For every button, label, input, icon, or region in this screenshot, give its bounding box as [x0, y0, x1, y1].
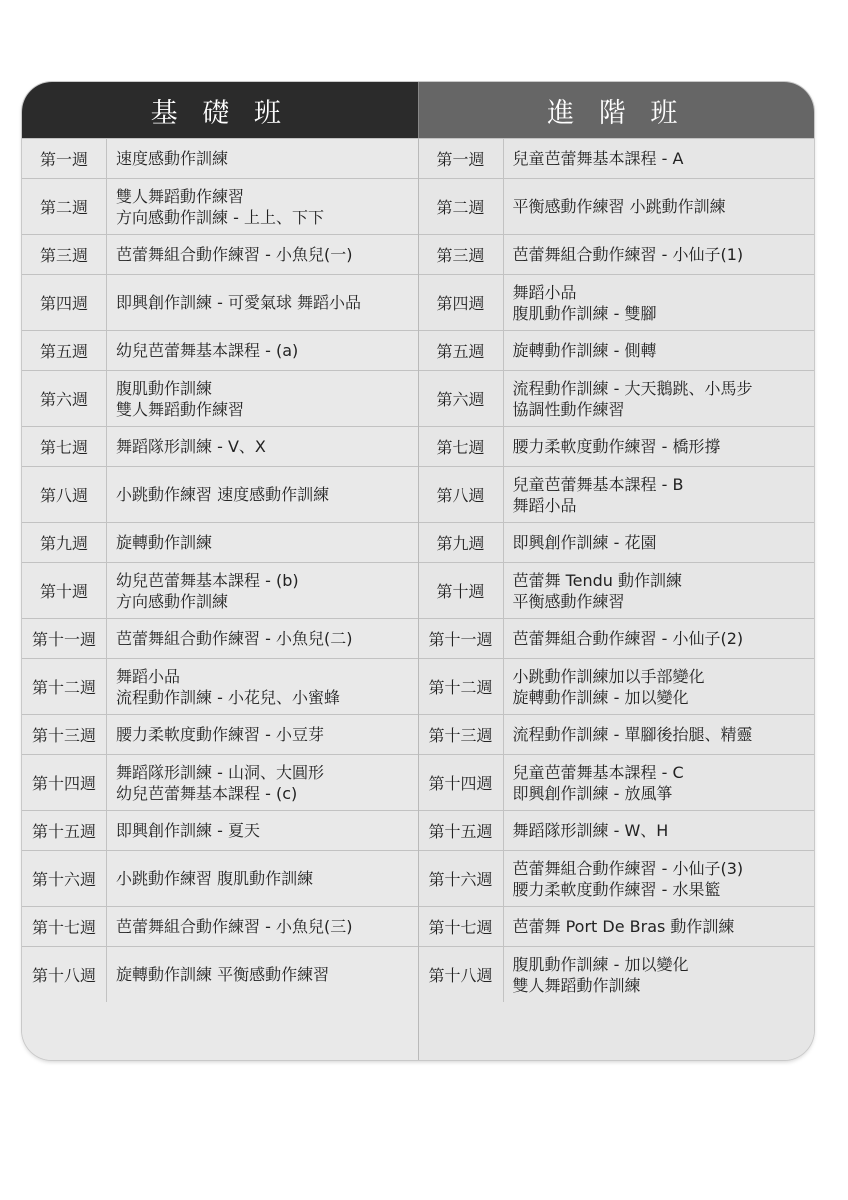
week-label: 第十二週: [22, 659, 107, 714]
lesson-content: [107, 563, 418, 618]
lesson-content: [107, 947, 418, 1002]
lesson-content: [107, 715, 418, 754]
lesson-line: 腰力柔軟度動作練習 - 水果籃: [512, 879, 721, 899]
lesson-line: 即興創作訓練 - 花園: [512, 533, 657, 552]
week-label: 第十五週: [22, 811, 107, 850]
lesson-line: 兒童芭蕾舞基本課程 - B: [512, 474, 684, 494]
table-row: [22, 946, 418, 1002]
lesson-line: 兒童芭蕾舞基本課程 - A: [512, 149, 684, 168]
lesson-content: [107, 275, 418, 330]
lesson-content: [107, 331, 418, 370]
lesson-line: 腹肌動作訓練 - 雙腳: [512, 303, 657, 323]
lesson-content: [107, 619, 418, 658]
table-row: [419, 714, 815, 754]
lesson-line: 芭蕾舞組合動作練習 - 小仙子(3): [512, 858, 744, 878]
lesson-line: 流程動作訓練 - 小花兒、小蜜蜂: [116, 687, 340, 707]
week-label: 第十三週: [419, 715, 504, 754]
table-header: [22, 82, 814, 138]
lesson-content: [504, 811, 815, 850]
lesson-line: 舞蹈隊形訓練 - W、H: [512, 821, 669, 840]
lesson-line: 舞蹈小品: [116, 666, 181, 686]
lesson-line: 平衡感動作練習 小跳動作訓練: [512, 197, 726, 216]
table-row: [22, 562, 418, 618]
table-row: [22, 234, 418, 274]
lesson-line: 芭蕾舞組合動作練習 - 小仙子(2): [512, 629, 744, 648]
week-label: 第四週: [419, 275, 504, 330]
table-row: [419, 658, 815, 714]
week-label: 第四週: [22, 275, 107, 330]
table-row: [419, 178, 815, 234]
lesson-content: [504, 427, 815, 466]
week-label: 第二週: [419, 179, 504, 234]
table-row: [22, 714, 418, 754]
lesson-line: 流程動作訓練 - 單腳後抬腿、精靈: [512, 725, 753, 744]
week-label: 第十七週: [22, 907, 107, 946]
week-label: 第十二週: [419, 659, 504, 714]
lesson-content: [504, 331, 815, 370]
lesson-content: [107, 235, 418, 274]
table-row: [22, 426, 418, 466]
lesson-content: [107, 523, 418, 562]
week-label: 第二週: [22, 179, 107, 234]
table-row: [419, 850, 815, 906]
lesson-content: [504, 907, 815, 946]
lesson-content: [504, 275, 815, 330]
table-row: [419, 906, 815, 946]
lesson-content: [107, 427, 418, 466]
week-label: 第八週: [419, 467, 504, 522]
week-label: 第七週: [419, 427, 504, 466]
lesson-line: 芭蕾舞 Port De Bras 動作訓練: [512, 917, 735, 936]
lesson-content: [107, 467, 418, 522]
week-label: 第三週: [22, 235, 107, 274]
lesson-line: 旋轉動作訓練: [116, 533, 213, 552]
table-row: [22, 274, 418, 330]
lesson-line: 舞蹈隊形訓練 - 山洞、大圓形: [116, 762, 324, 782]
lesson-line: 芭蕾舞組合動作練習 - 小魚兒(三): [116, 917, 353, 936]
lesson-line: 協調性動作練習: [512, 399, 625, 419]
lesson-line: 芭蕾舞組合動作練習 - 小魚兒(二): [116, 629, 353, 648]
week-label: 第十三週: [22, 715, 107, 754]
lesson-line: 腹肌動作訓練: [116, 378, 213, 398]
table-row: [419, 562, 815, 618]
week-label: 第十八週: [419, 947, 504, 1002]
week-label: 第十五週: [419, 811, 504, 850]
week-label: 第十一週: [419, 619, 504, 658]
lesson-content: [504, 235, 815, 274]
table-row: [22, 330, 418, 370]
table-row: [22, 466, 418, 522]
lesson-content: [504, 179, 815, 234]
lesson-content: [504, 523, 815, 562]
schedule-table: [22, 82, 814, 1060]
lesson-content: [107, 659, 418, 714]
week-label: 第三週: [419, 235, 504, 274]
table-row: [22, 522, 418, 562]
lesson-line: 芭蕾舞 Tendu 動作訓練: [512, 570, 683, 590]
week-label: 第五週: [419, 331, 504, 370]
table-row: [419, 274, 815, 330]
week-label: 第十週: [22, 563, 107, 618]
lesson-content: [504, 851, 815, 906]
advanced-class-column: [419, 138, 815, 1060]
table-row: [22, 906, 418, 946]
lesson-line: 舞蹈小品: [512, 282, 577, 302]
week-label: 第十週: [419, 563, 504, 618]
week-label: 第一週: [22, 139, 107, 178]
lesson-line: 舞蹈隊形訓練 - V、X: [116, 437, 266, 456]
lesson-content: [504, 139, 815, 178]
week-label: 第七週: [22, 427, 107, 466]
week-label: 第九週: [419, 523, 504, 562]
table-row: [22, 370, 418, 426]
table-row: [22, 810, 418, 850]
table-row: [22, 754, 418, 810]
lesson-content: [504, 947, 815, 1002]
lesson-line: 小跳動作練習 腹肌動作訓練: [116, 869, 314, 888]
lesson-line: 流程動作訓練 - 大天鵝跳、小馬步: [512, 378, 753, 398]
week-label: 第五週: [22, 331, 107, 370]
lesson-content: [504, 563, 815, 618]
table-row: [419, 946, 815, 1002]
lesson-line: 芭蕾舞組合動作練習 - 小魚兒(一): [116, 245, 353, 264]
table-row: [419, 754, 815, 810]
lesson-content: [504, 371, 815, 426]
lesson-line: 腰力柔軟度動作練習 - 橋形撐: [512, 437, 721, 456]
lesson-content: [107, 179, 418, 234]
table-row: [22, 178, 418, 234]
lesson-line: 小跳動作練習 速度感動作訓練: [116, 485, 330, 504]
lesson-line: 旋轉動作訓練 平衡感動作練習: [116, 965, 330, 984]
week-label: 第十四週: [22, 755, 107, 810]
lesson-line: 平衡感動作練習: [512, 591, 625, 611]
table-body: [22, 138, 814, 1060]
lesson-line: 腹肌動作訓練 - 加以變化: [512, 954, 689, 974]
basic-class-column: [22, 138, 419, 1060]
lesson-content: [107, 371, 418, 426]
table-row: [419, 810, 815, 850]
lesson-content: [504, 715, 815, 754]
lesson-content: [107, 851, 418, 906]
lesson-line: 舞蹈小品: [512, 495, 577, 515]
lesson-line: 腰力柔軟度動作練習 - 小豆芽: [116, 725, 324, 744]
table-row: [22, 658, 418, 714]
table-row: [419, 234, 815, 274]
lesson-line: 幼兒芭蕾舞基本課程 - (c): [116, 783, 298, 803]
lesson-line: 小跳動作訓練加以手部變化: [512, 666, 705, 686]
lesson-line: 方向感動作訓練: [116, 591, 229, 611]
lesson-content: [107, 755, 418, 810]
basic-class-header: 基 礎 班: [22, 82, 418, 138]
table-row: [22, 618, 418, 658]
table-row: [419, 370, 815, 426]
week-label: 第十六週: [22, 851, 107, 906]
lesson-line: 旋轉動作訓練 - 側轉: [512, 341, 657, 360]
lesson-content: [504, 619, 815, 658]
week-label: 第十六週: [419, 851, 504, 906]
lesson-line: 雙人舞蹈動作訓練: [512, 975, 641, 995]
lesson-content: [107, 907, 418, 946]
table-row: [22, 850, 418, 906]
table-row: [419, 330, 815, 370]
lesson-line: 即興創作訓練 - 可愛氣球 舞蹈小品: [116, 293, 362, 312]
lesson-content: [504, 467, 815, 522]
lesson-line: 雙人舞蹈動作練習: [116, 399, 245, 419]
lesson-line: 方向感動作訓練 - 上上、下下: [116, 207, 324, 227]
table-row: [419, 426, 815, 466]
week-label: 第九週: [22, 523, 107, 562]
table-row: [419, 618, 815, 658]
lesson-content: [504, 755, 815, 810]
table-row: [22, 138, 418, 178]
lesson-content: [107, 139, 418, 178]
week-label: 第十八週: [22, 947, 107, 1002]
lesson-line: 即興創作訓練 - 夏天: [116, 821, 260, 840]
week-label: 第十一週: [22, 619, 107, 658]
lesson-line: 芭蕾舞組合動作練習 - 小仙子(1): [512, 245, 744, 264]
lesson-line: 旋轉動作訓練 - 加以變化: [512, 687, 689, 707]
table-row: [419, 522, 815, 562]
lesson-line: 兒童芭蕾舞基本課程 - C: [512, 762, 684, 782]
lesson-line: 即興創作訓練 - 放風箏: [512, 783, 673, 803]
lesson-content: [504, 659, 815, 714]
week-label: 第六週: [419, 371, 504, 426]
week-label: 第十七週: [419, 907, 504, 946]
table-row: [419, 466, 815, 522]
lesson-content: [107, 811, 418, 850]
lesson-line: 幼兒芭蕾舞基本課程 - (b): [116, 570, 299, 590]
lesson-line: 雙人舞蹈動作練習: [116, 186, 245, 206]
week-label: 第一週: [419, 139, 504, 178]
lesson-line: 幼兒芭蕾舞基本課程 - (a): [116, 341, 299, 360]
lesson-line: 速度感動作訓練: [116, 149, 229, 168]
week-label: 第八週: [22, 467, 107, 522]
advanced-class-header: 進 階 班: [418, 82, 815, 138]
week-label: 第六週: [22, 371, 107, 426]
week-label: 第十四週: [419, 755, 504, 810]
table-row: [419, 138, 815, 178]
